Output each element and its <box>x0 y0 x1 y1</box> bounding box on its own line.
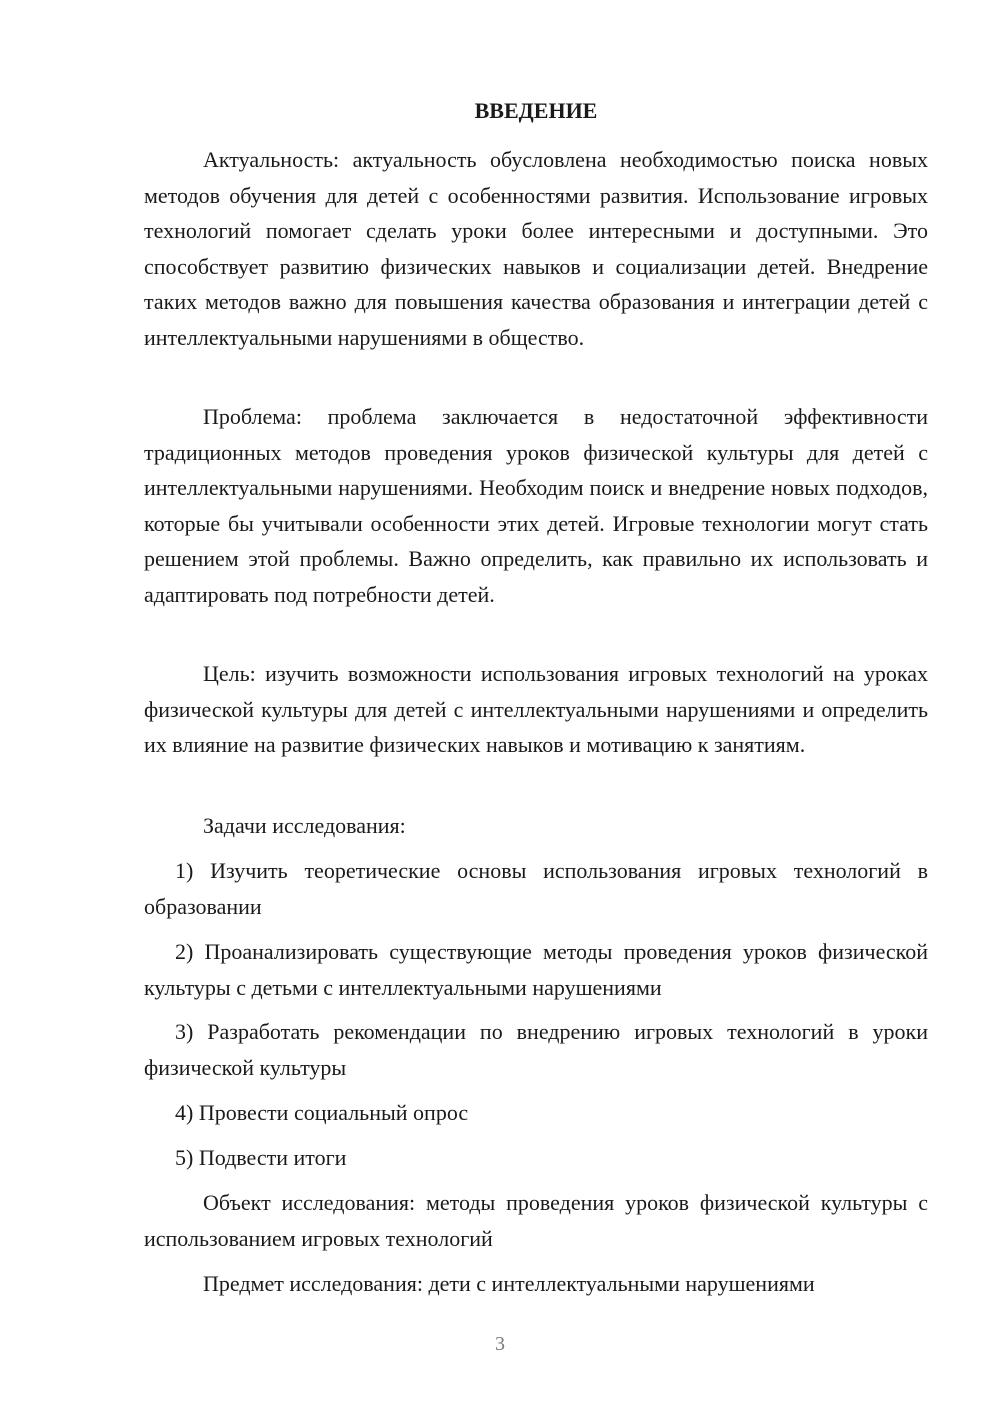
task-item: 4) Провести социальный опрос <box>175 1100 469 1125</box>
tasks-heading: Задачи исследования: <box>203 813 406 838</box>
page-number: 3 <box>495 1333 505 1355</box>
goal-paragraph: Цель: изучить возможности использования игровых технологий на уроках физической культуры для детей с интеллектуальными нарушениями и определить их влияние на развитие физических навыков и мотивацию к занятиям. <box>144 661 928 757</box>
page-title: ВВЕДЕНИЕ <box>474 98 598 123</box>
object-paragraph: Объект исследования: методы проведения уроков физической культуры с использованием игровых технологий <box>144 1190 928 1251</box>
task-item: 5) Подвести итоги <box>175 1145 347 1170</box>
task-item: 2) Проанализировать существующие методы проведения уроков физической культуры с детьми с интеллектуальными нарушениями <box>144 939 928 1000</box>
problem-paragraph: Проблема: проблема заключается в недостаточной эффективности традиционных методов проведения уроков физической культуры для детей с интеллектуальными нарушениями. Необходим поиск и внедрение новых подходов, которые бы учитывали особенности этих детей. Игровые технологии могут стать решением этой проблемы. Важно определить, как правильно их использовать и адаптировать под потребности детей. <box>144 404 928 607</box>
task-item: 3) Разработать рекомендации по внедрению игровых технологий в уроки физической культуры <box>144 1019 928 1080</box>
relevance-paragraph: Актуальность: актуальность обусловлена необходимостью поиска новых методов обучения для детей с особенностями развития. Использование игровых технологий помогает сделать уроки более интересными и доступными. Это способствует развитию физических навыков и социализации детей. Внедрение таких методов важно для повышения качества образования и интеграции детей с интеллектуальными нарушениями в общество. <box>144 147 928 350</box>
task-item: 1) Изучить теоретические основы использования игровых технологий в образовании <box>144 858 928 919</box>
subject-paragraph: Предмет исследования: дети с интеллектуальными нарушениями <box>203 1271 815 1296</box>
